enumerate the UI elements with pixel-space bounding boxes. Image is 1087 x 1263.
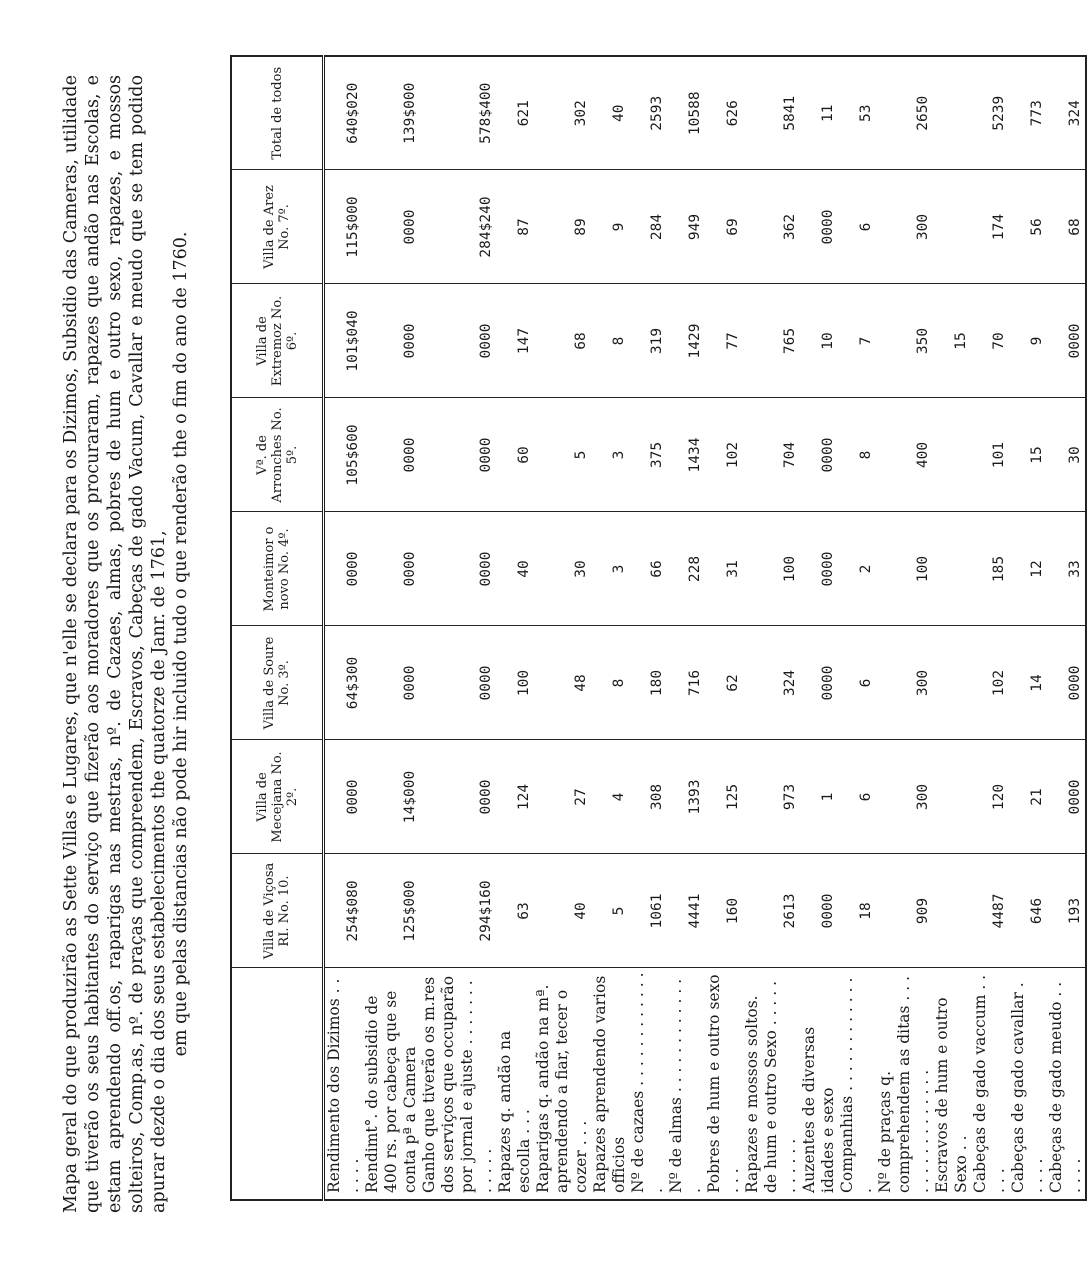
table-cell: 0000 — [420, 284, 496, 398]
table-row — [743, 56, 800, 1200]
table-cell: 105$600 — [324, 398, 364, 512]
table-cell: 0000 — [363, 284, 420, 398]
table-row — [800, 56, 838, 1200]
table-cell: 15 — [933, 284, 971, 398]
row-label: Nº de cazaes . . . . . . . . . . . . . — [629, 968, 667, 1200]
table-cell: 646 — [1009, 854, 1047, 968]
table-row — [534, 56, 591, 1200]
table-cell — [933, 170, 971, 284]
row-label: Auzentes de diversas idades e sexo — [800, 968, 838, 1200]
table-cell: 300 — [876, 740, 933, 854]
table-row — [591, 56, 629, 1200]
row-label: Nº de praças q. comprehendem as ditas . . . . . . . . . . . . . . . . — [876, 968, 933, 1200]
table-cell: 14 — [1009, 626, 1047, 740]
table-cell: 350 — [876, 284, 933, 398]
table-cell: 2 — [838, 512, 876, 626]
table-row — [629, 56, 667, 1200]
table-cell: 87 — [496, 170, 534, 284]
table-cell: 185 — [971, 512, 1009, 626]
table-cell: 578$400 — [420, 56, 496, 170]
table-cell: 174 — [971, 170, 1009, 284]
table-cell — [933, 56, 971, 170]
table-cell: 1429 — [667, 284, 705, 398]
table-cell: 18 — [838, 854, 876, 968]
table-row — [420, 56, 496, 1200]
table-cell: 33 — [1047, 512, 1086, 626]
table-cell: 3 — [591, 512, 629, 626]
table-cell: 254$080 — [324, 854, 364, 968]
table-cell: 160 — [705, 854, 743, 968]
row-label: Rapazes e mossos soltos. de hum e outro Sexo . . . . . . . . . . . — [743, 968, 800, 1200]
table-cell: 102 — [971, 626, 1009, 740]
table-cell: 66 — [629, 512, 667, 626]
table-cell: 284 — [629, 170, 667, 284]
table-cell: 0000 — [363, 170, 420, 284]
table-cell: 8 — [591, 284, 629, 398]
table-cell: 10588 — [667, 56, 705, 170]
table-cell: 9 — [1009, 284, 1047, 398]
table-cell: 30 — [534, 512, 591, 626]
table-cell: 0000 — [1047, 740, 1086, 854]
table-cell: 69 — [705, 170, 743, 284]
document-title — [60, 75, 192, 1213]
row-label: Ganho que tiverão os m.res dos serviços que occuparão por jornal e ajuste . . . . . . . . . . . . — [420, 968, 496, 1200]
table-cell: 773 — [1009, 56, 1047, 170]
table-cell: 101$040 — [324, 284, 364, 398]
table-cell: 0000 — [1047, 284, 1086, 398]
header-row — [231, 56, 324, 1200]
data-table — [230, 55, 1087, 1201]
table-cell: 115$000 — [324, 170, 364, 284]
column-header: Monteimor o novo No. 4º. — [231, 512, 324, 626]
table-cell: 5 — [534, 398, 591, 512]
column-header: Villa de Extremoz No. 6º. — [231, 284, 324, 398]
table-cell: 6 — [838, 626, 876, 740]
table-cell: 4 — [591, 740, 629, 854]
table-cell: 0000 — [1047, 626, 1086, 740]
table-cell: 302 — [534, 56, 591, 170]
table-cell: 0000 — [800, 398, 838, 512]
table-row — [876, 56, 933, 1200]
table-cell: 12 — [1009, 512, 1047, 626]
table-cell: 704 — [743, 398, 800, 512]
table-cell: 228 — [667, 512, 705, 626]
table-cell: 40 — [496, 512, 534, 626]
table-cell: 909 — [876, 854, 933, 968]
table-row — [1009, 56, 1047, 1200]
table-row — [324, 56, 364, 1200]
row-label: Cabeças de gado vaccum . . . . . — [971, 968, 1009, 1200]
row-label: Rapazes aprendendo varios officios — [591, 968, 629, 1200]
table-cell: 101 — [971, 398, 1009, 512]
row-label: Companhias . . . . . . . . . . . . . — [838, 968, 876, 1200]
table-cell: 308 — [629, 740, 667, 854]
table-cell: 0000 — [363, 512, 420, 626]
row-label: Pobres de hum e outro sexo . . . — [705, 968, 743, 1200]
table-cell: 324 — [743, 626, 800, 740]
table-cell: 89 — [534, 170, 591, 284]
table-cell: 100 — [496, 626, 534, 740]
table-cell: 0000 — [800, 512, 838, 626]
table-cell: 0000 — [363, 626, 420, 740]
table-cell: 100 — [743, 512, 800, 626]
table-cell: 5 — [591, 854, 629, 968]
column-header: Total de todos — [231, 56, 324, 170]
table-cell: 120 — [971, 740, 1009, 854]
table-cell: 375 — [629, 398, 667, 512]
table-cell: 0000 — [324, 740, 364, 854]
column-header: Vª. de Arronches No. 5º. — [231, 398, 324, 512]
table-cell: 124 — [496, 740, 534, 854]
table-cell — [933, 512, 971, 626]
row-label: Rapazes q. andão na escolla . . . — [496, 968, 534, 1200]
table-cell: 300 — [876, 626, 933, 740]
table-cell: 2650 — [876, 56, 933, 170]
table-cell: 0000 — [800, 854, 838, 968]
table-cell: 77 — [705, 284, 743, 398]
table-cell: 53 — [838, 56, 876, 170]
table-row — [496, 56, 534, 1200]
row-label: Nº de almas . . . . . . . . . . . . . — [667, 968, 705, 1200]
table-cell: 765 — [743, 284, 800, 398]
table-cell: 5239 — [971, 56, 1009, 170]
table-cell: 62 — [705, 626, 743, 740]
table-cell: 0000 — [420, 626, 496, 740]
table-cell: 1061 — [629, 854, 667, 968]
table-row — [838, 56, 876, 1200]
table-cell: 21 — [1009, 740, 1047, 854]
title-text: Mapa geral do que produzirão as Sette Villas e Lugares, que n'elle se declara para os Dizimos, Subsidio das Cameras, utilidade que tiverão os seus habitantes do serviço que fizerão aos moradores que os procuraram, rapazes que andão nas Escolas, e estam aprendendo off.os, raparigas nas mestras, nº. de Cazaes, almas, pobres de hum e outro sexo, rapazes, e mossos solteiros, Comp.as, nº. de praças que compreendem, Escravos, Cabeças de gado Vacum, Cavallar e meudo que se tem podido apurar dezde o dia dos seus estabelecimentos the quatorze de Janr. de 1761, — [61, 75, 169, 1213]
row-label: Cabeças de gado meudo . . . . . . — [1047, 968, 1086, 1200]
table-cell: 294$160 — [420, 854, 496, 968]
table-cell: 0000 — [324, 512, 364, 626]
table-cell: 56 — [1009, 170, 1047, 284]
table-cell: 14$000 — [363, 740, 420, 854]
row-label: Cabeças de gado cavallar . . . . . — [1009, 968, 1047, 1200]
table-cell: 147 — [496, 284, 534, 398]
table-cell: 102 — [705, 398, 743, 512]
table-cell — [933, 740, 971, 854]
table-cell: 68 — [1047, 170, 1086, 284]
table-cell: 7 — [838, 284, 876, 398]
table-cell: 949 — [667, 170, 705, 284]
row-label: Raparigas q. andão na mª. aprendendo a fiar, tecer o cozer . . . — [534, 968, 591, 1200]
table-cell: 362 — [743, 170, 800, 284]
table-row — [1047, 56, 1086, 1200]
table-cell: 300 — [876, 170, 933, 284]
row-label: Escravos de hum e outro Sexo . . — [933, 968, 971, 1200]
table-cell: 11 — [800, 56, 838, 170]
table-cell: 640$020 — [324, 56, 364, 170]
row-label-header — [231, 968, 324, 1200]
table-cell: 139$000 — [363, 56, 420, 170]
table-cell: 8 — [591, 626, 629, 740]
table-cell: 626 — [705, 56, 743, 170]
table-cell: 6 — [838, 740, 876, 854]
table-cell: 6 — [838, 170, 876, 284]
table-cell: 3 — [591, 398, 629, 512]
table-cell: 4441 — [667, 854, 705, 968]
table-cell: 0000 — [420, 740, 496, 854]
table-cell: 27 — [534, 740, 591, 854]
table-cell: 0000 — [800, 626, 838, 740]
table-cell: 48 — [534, 626, 591, 740]
row-label: Rendimento dos Dizimos . . . . . . — [324, 968, 364, 1200]
table-cell: 324 — [1047, 56, 1086, 170]
table-cell: 319 — [629, 284, 667, 398]
table-cell: 180 — [629, 626, 667, 740]
table-cell: 125$000 — [363, 854, 420, 968]
table-cell: 1434 — [667, 398, 705, 512]
table-cell: 40 — [534, 854, 591, 968]
table-cell: 716 — [667, 626, 705, 740]
table-cell: 1393 — [667, 740, 705, 854]
table-cell: 70 — [971, 284, 1009, 398]
table-row — [363, 56, 420, 1200]
table-cell: 10 — [800, 284, 838, 398]
table-cell: 31 — [705, 512, 743, 626]
table-cell: 1 — [800, 740, 838, 854]
table-cell: 621 — [496, 56, 534, 170]
table-cell: 284$240 — [420, 170, 496, 284]
table-row — [971, 56, 1009, 1200]
table-cell: 5841 — [743, 56, 800, 170]
table-cell — [933, 626, 971, 740]
table-row — [667, 56, 705, 1200]
table-cell: 2613 — [743, 854, 800, 968]
row-label: Rendimt°. do subsidio de 400 rs. por cabeça que se conta pª a Camera — [363, 968, 420, 1200]
table-row — [705, 56, 743, 1200]
table-cell — [933, 854, 971, 968]
table-cell: 60 — [496, 398, 534, 512]
table-cell: 0000 — [363, 398, 420, 512]
table-cell: 63 — [496, 854, 534, 968]
table-cell: 0000 — [420, 398, 496, 512]
table-cell: 0000 — [420, 512, 496, 626]
table-cell — [933, 398, 971, 512]
table-cell: 64$300 — [324, 626, 364, 740]
column-header: Villa de Viçosa RI. No. 10. — [231, 854, 324, 968]
table-row — [933, 56, 971, 1200]
table-cell: 2593 — [629, 56, 667, 170]
table-cell: 193 — [1047, 854, 1086, 968]
table-cell: 973 — [743, 740, 800, 854]
table-cell: 9 — [591, 170, 629, 284]
table-cell: 30 — [1047, 398, 1086, 512]
table-cell: 125 — [705, 740, 743, 854]
table-cell: 15 — [1009, 398, 1047, 512]
table-cell: 0000 — [800, 170, 838, 284]
table-cell: 8 — [838, 398, 876, 512]
column-header: Villa de Arez No. 7º. — [231, 170, 324, 284]
column-header: Villa de Mecejana No. 2º. — [231, 740, 324, 854]
table-cell: 400 — [876, 398, 933, 512]
table-cell: 68 — [534, 284, 591, 398]
table-cell: 100 — [876, 512, 933, 626]
column-header: Villa de Soure No. 3º. — [231, 626, 324, 740]
table-cell: 40 — [591, 56, 629, 170]
title-last-line: em que pelas distancias não pode hir incluido tudo o que renderão the o fim do ano de 1760. — [171, 231, 191, 1057]
table-cell: 4487 — [971, 854, 1009, 968]
